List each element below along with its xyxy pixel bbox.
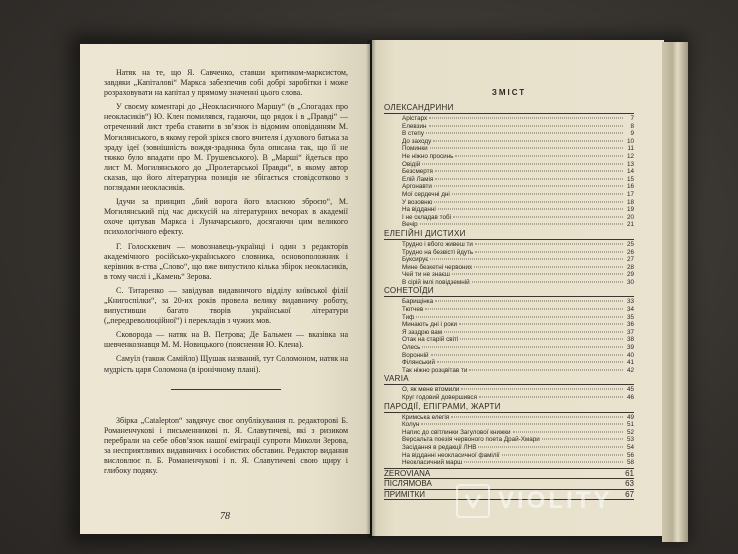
toc-item	[384, 256, 634, 264]
toc-item-title: Тютчев	[402, 306, 424, 314]
toc-item-page: 27	[626, 256, 634, 264]
toc-leader-dots	[435, 178, 623, 179]
toc-leader-dots	[438, 209, 623, 210]
toc-item-page: 13	[626, 160, 634, 168]
left-paragraph-3: Ідучи за принцип „бий ворога його власною зброєю“, М. Могилянський під час дискусій на літературних вечорах в академії охоче цитував Маркса і Луначарського, досягаючи цим великого психологічного ефекту.	[104, 197, 348, 237]
toc-item	[384, 130, 634, 138]
toc-leader-dots	[478, 446, 623, 447]
toc-leader-dots	[420, 224, 623, 225]
toc-section-heading: VARIA	[384, 374, 634, 385]
toc-item-page: 56	[626, 451, 634, 459]
toc-section	[384, 286, 634, 374]
toc-item	[384, 459, 634, 467]
page-number: 78	[220, 511, 230, 522]
toc-item	[384, 183, 634, 191]
toc-item	[384, 279, 634, 287]
toc-item-title: Безсмертя	[402, 168, 433, 176]
toc-leader-dots	[435, 171, 623, 172]
left-paragraph-8: Збірка „Catalepton“ завдячує своє опублікування п. редакторові Б. Романенчукові і письменникові п. Я. Славутичеві, які з ризиком перебрали на себе обов’язок нашої еміграції супроти Миколи Зерова, за несприятливих видавничих і особистих обставин. Редактор видання висловлює п. Б. Романенчукові і п. Я. Славутичеві свою щиру і глибоку подяку.	[104, 415, 348, 476]
toc-leader-dots	[429, 118, 623, 119]
toc-item-title: Напис до світлинки Загулової книжки	[402, 428, 511, 436]
toc-item	[384, 359, 634, 367]
toc-item-page: 63	[625, 479, 634, 489]
left-page	[80, 44, 370, 534]
toc-leader-dots	[542, 439, 623, 440]
toc-item-page: 19	[626, 206, 634, 214]
violity-logo-icon	[456, 484, 490, 518]
toc-item	[384, 221, 634, 229]
toc-leader-dots	[479, 397, 623, 398]
toc-leader-dots	[435, 301, 623, 302]
toc-item	[384, 199, 634, 207]
toc-item	[384, 161, 634, 169]
left-paragraph-6: Сковорода — натяк на В. Петрова; Де Бальмен — вказівка на шевченкознавця М. М. Новицького (пояснення Ю. Клена).	[104, 330, 348, 350]
toc-item-page: 45	[626, 386, 634, 394]
toc-leader-dots	[464, 462, 623, 463]
toc-item	[384, 168, 634, 176]
toc-item-title: Мине безкетні червоних	[402, 263, 473, 271]
toc-item-page: 38	[626, 336, 634, 344]
toc-item-page: 10	[626, 137, 634, 145]
toc-item-page: 7	[630, 115, 634, 122]
toc-item-title: Засідання в редакції ЛНВ	[402, 443, 477, 451]
toc-item	[384, 336, 634, 344]
toc-leader-dots	[461, 389, 623, 390]
toc-leader-dots	[430, 259, 623, 260]
left-paragraph-2: У своєму коментарі до „Неокласичного Маршу“ (в „Спогадах про неокласиків“) Ю. Клен помилявся, гадаючи, що рядок і в „Правді“ — отреченний лист треба ставити в зв’язок із відомим оповіданням М. Могилянського, в якому герой зрікся свого вчителя і духового батька за зраду ідеї (зовнішність вождя-зрадника була описана так, що її не тяжко було впадати про М. Грушевського). В „Марші“ йдеться про лист М. Могилянського до „Пролетарської Правди“, в якому автор сказав, що його літературна позиція не збігається стовідсотково з поглядами неокласиків.	[104, 102, 348, 193]
toc-item-title: Елій Ламія	[402, 175, 434, 183]
toc-item-page: 53	[626, 436, 634, 444]
toc-item-title: Чей ти не знаєш	[402, 271, 450, 279]
toc-item	[384, 191, 634, 199]
toc-item-title: Аргонавти	[402, 183, 432, 191]
toc-item-page: 36	[626, 321, 634, 329]
right-page	[372, 40, 664, 536]
toc-item-page: 49	[626, 413, 634, 421]
toc-item-page: 17	[626, 190, 634, 198]
toc-sections	[384, 103, 634, 467]
toc-item-title: Філянський	[402, 359, 435, 367]
toc-item-title: В степу	[402, 130, 424, 138]
toc-item-page: 28	[626, 263, 634, 271]
toc-item	[384, 153, 634, 161]
toc-item-title: Поминки	[402, 145, 428, 153]
toc-section	[384, 374, 634, 401]
toc-section	[384, 229, 634, 287]
toc-item-title: На відданні неокласичної фамілії	[402, 451, 500, 459]
left-paragraph-4: Г. Голосккевич — мовознавець-українці і один з редакторів академічного російсько-українського словника, основоположник і керівник в-ства „Слово“, що вже випустило кілька збірок неокласиків, в тому числі і „Камень“ Зерова.	[104, 241, 348, 281]
toc-leader-dots	[469, 369, 623, 370]
toc-item-title: Елевзин	[402, 122, 427, 130]
toc-item	[384, 123, 634, 131]
toc-item-page: 21	[626, 221, 634, 229]
book-gutter	[366, 40, 376, 538]
toc-leader-dots	[475, 243, 623, 244]
toc-item-page: 9	[630, 130, 634, 138]
toc-item-title: Отак на старій світі	[402, 336, 459, 344]
toc-item	[384, 241, 634, 249]
toc-title: ЗМІСТ	[491, 88, 527, 97]
toc-footer-item	[384, 469, 634, 480]
toc-item-page: 11	[627, 145, 634, 153]
toc-item-title: У возовню	[402, 198, 433, 206]
toc-section	[384, 402, 634, 467]
toc-item-title: Буксирує	[402, 256, 429, 264]
toc-section-heading: ОЛЕКСАНДРИНИ	[384, 103, 634, 114]
toc-item-title: Неокласичний марш	[402, 459, 463, 467]
toc-section-heading: СОНЕТОЇДИ	[384, 286, 634, 297]
watermark	[456, 484, 612, 518]
toc-item-page: 12	[626, 152, 634, 160]
left-paragraph-5: С. Титаренко — завідував видавничого відділу київської філії „Книгоспілки“, за 20-их років провела велику видавничу роботу, випустивши багато творів української літератури („передреволюційної“) і перекладів з чужих мов.	[104, 285, 348, 326]
toc-leader-dots	[425, 309, 623, 310]
toc-item-page: 33	[626, 298, 634, 306]
toc-leader-dots	[430, 148, 623, 149]
toc-leader-dots	[452, 274, 623, 275]
toc-item-title: Трудно і вбого живеш ти	[402, 240, 473, 248]
toc-item-page: 54	[626, 443, 634, 451]
toc-item	[384, 386, 634, 394]
toc-item-title: В сірій імлі повідземній	[402, 278, 470, 286]
toc-item	[384, 206, 634, 214]
toc-item-page: 20	[626, 213, 634, 221]
toc-item-page: 16	[626, 183, 634, 191]
toc-item-title: Круг годовий довершився	[402, 394, 477, 401]
toc-leader-dots	[452, 193, 623, 194]
toc-item-title: Овідій	[402, 160, 421, 168]
toc-item-title: Версальта поезія червоного поета Драй-Хмари	[402, 436, 540, 444]
toc-item-title: Арістарх	[402, 115, 428, 122]
toc-item	[384, 214, 634, 222]
toc-item-title: Кримська елегія	[402, 413, 450, 421]
toc-leader-dots	[433, 140, 623, 141]
toc-leader-dots	[421, 424, 623, 425]
left-paragraph-1: Натяк на те, що Я. Савченко, ставши критиком-марксистом, завдяки „Капіталові“ Маркса забезпечив собі добрі заробітки і може розраховувати на капітал у прямому значенні цього слова.	[104, 68, 348, 98]
toc-item-title: Не ніжно просинь	[402, 152, 454, 160]
toc-leader-dots	[422, 163, 623, 164]
toc-leader-dots	[460, 339, 623, 340]
toc-item	[384, 321, 634, 329]
toc-item-title: До заходу	[402, 137, 432, 145]
toc-leader-dots	[426, 133, 623, 134]
toc-item-title: Тиф	[402, 313, 415, 321]
toc-item	[384, 394, 634, 402]
toc-item	[384, 444, 634, 452]
toc-item	[384, 271, 634, 279]
toc-item-page: 26	[626, 248, 634, 256]
toc-item-page: 51	[626, 421, 634, 429]
toc-item	[384, 436, 634, 444]
toc-item	[384, 298, 634, 306]
toc-item-page: 15	[626, 175, 634, 183]
toc-item	[384, 344, 634, 352]
toc-item-page: 34	[626, 306, 634, 314]
toc-item-page: 37	[626, 328, 634, 336]
toc-item-page: 42	[626, 366, 634, 374]
toc-item-title: На відданні	[402, 206, 436, 214]
toc-item-page: 8	[630, 122, 634, 130]
toc-item-title: Я заздрю вам	[402, 328, 443, 336]
toc-leader-dots	[416, 316, 623, 317]
toc-item-title: Барищінка	[402, 298, 434, 306]
toc-item-page: 25	[626, 240, 634, 248]
toc-leader-dots	[429, 125, 623, 126]
toc-item-title: Олесь	[402, 344, 421, 352]
toc-leader-dots	[434, 201, 623, 202]
toc-leader-dots	[434, 186, 623, 187]
toc-item	[384, 115, 634, 123]
toc-item	[384, 176, 634, 184]
toc-leader-dots	[475, 251, 623, 252]
toc-item-page: 58	[626, 459, 634, 467]
toc-item-title: ZEROVIANA	[384, 468, 431, 478]
toc-item	[384, 421, 634, 429]
toc-item-title: Колун	[402, 421, 420, 429]
toc-leader-dots	[472, 281, 623, 282]
toc-item-title: Вечір	[402, 221, 418, 229]
toc-item-title: І не складав тобі	[402, 213, 451, 221]
toc-item-page: 61	[625, 468, 634, 478]
toc-item-page: 40	[626, 351, 634, 359]
toc-item	[384, 249, 634, 257]
left-paragraph-7: Самуїл (також Самійло) Щушак названий, тут Соломоном, натяк на мудрість царя Соломона (в іронічному плані).	[104, 354, 348, 374]
toc-item-title: Воронній	[402, 351, 429, 359]
watermark-text: VIOLITY	[498, 487, 613, 514]
toc-item	[384, 367, 634, 375]
toc-item-page: 46	[626, 394, 634, 401]
toc-section	[384, 103, 634, 229]
toc-item	[384, 306, 634, 314]
toc-leader-dots	[422, 347, 623, 348]
toc-section-heading: ЕЛЕГІЙНІ ДИСТИХИ	[384, 229, 634, 240]
toc-section-heading: ПАРОДІЇ, ЕПІГРАМИ, ЖАРТИ	[384, 402, 634, 413]
toc-leader-dots	[459, 324, 623, 325]
toc-leader-dots	[453, 216, 623, 217]
toc-item-page: 39	[626, 344, 634, 352]
toc-item	[384, 145, 634, 153]
toc-leader-dots	[455, 155, 623, 156]
toc-item-page: 41	[626, 359, 634, 367]
toc-item	[384, 414, 634, 422]
toc-item-page: 35	[626, 313, 634, 321]
toc-item	[384, 138, 634, 146]
toc-item-title: ПРИМІТКИ	[384, 489, 426, 499]
toc-item-title: Так ніжно розцвітав ти	[402, 366, 468, 374]
toc-item-title: О, як мене втомили	[402, 386, 460, 394]
toc-item-title: Трудно на безвісті йдуть	[402, 248, 474, 256]
toc-leader-dots	[444, 331, 623, 332]
toc-leader-dots	[431, 354, 623, 355]
toc-item-title: ПІСЛЯМОВА	[384, 479, 432, 489]
toc-leader-dots	[474, 266, 623, 267]
toc-item-page: 52	[626, 428, 634, 436]
toc-leader-dots	[437, 362, 623, 363]
toc-item-title: Мої сердечні дні	[402, 190, 450, 198]
toc-leader-dots	[513, 431, 624, 432]
toc-item-page: 18	[626, 198, 634, 206]
toc-item-title: Минають дні і роки	[402, 321, 457, 329]
page-edges	[662, 42, 688, 542]
toc-leader-dots	[502, 454, 623, 455]
toc-leader-dots	[451, 416, 623, 417]
separator-rule	[171, 389, 281, 390]
toc-item-page: 14	[626, 168, 634, 176]
toc-item-page: 67	[625, 489, 634, 499]
toc-item-page: 29	[626, 271, 634, 279]
toc-item-page: 30	[626, 278, 634, 286]
